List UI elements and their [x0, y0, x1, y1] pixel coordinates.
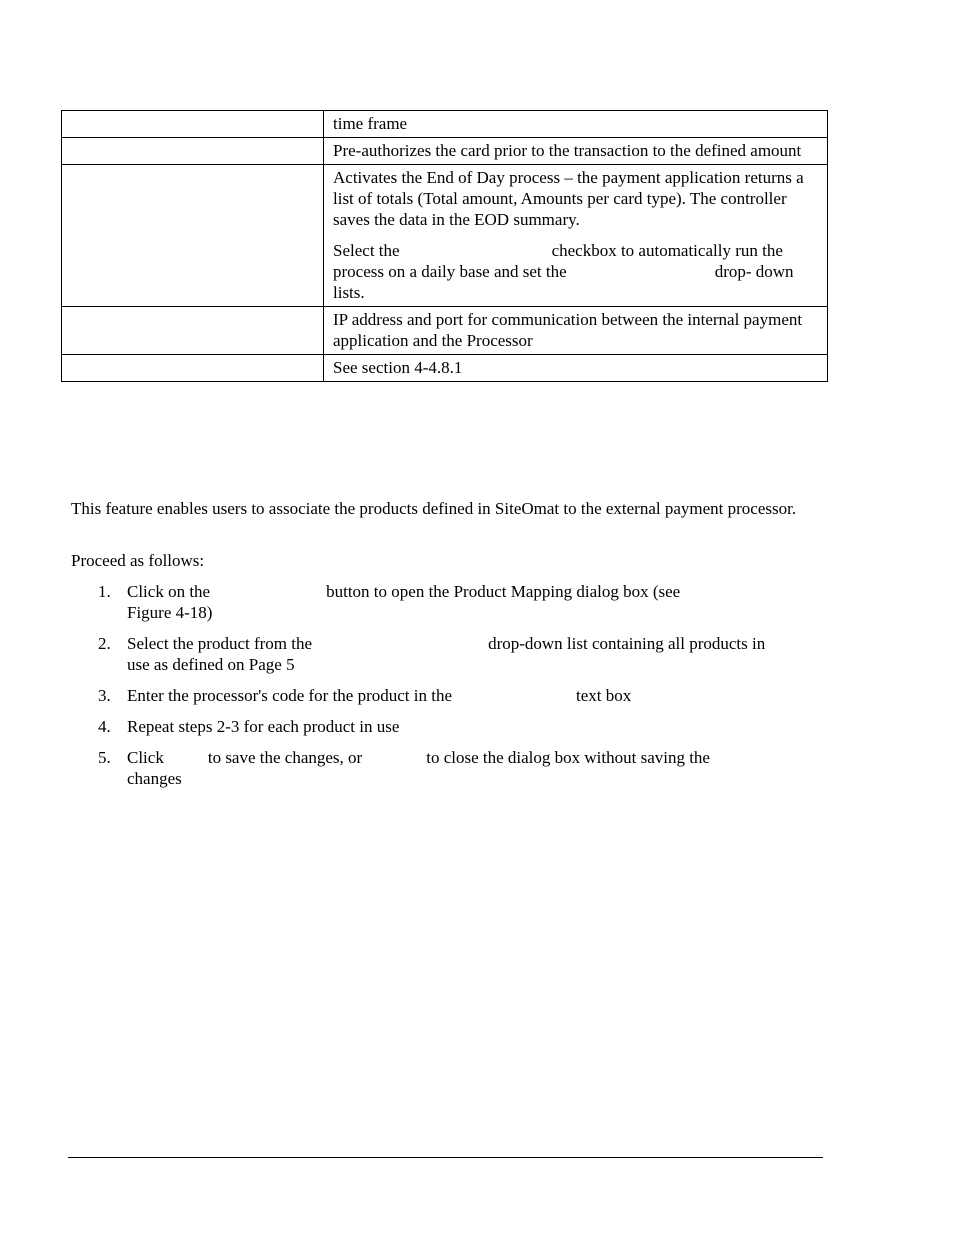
row-note [333, 240, 813, 303]
note-tail-b: down lists. [333, 262, 794, 302]
note-tail-a: drop- [714, 262, 752, 281]
table-row [62, 111, 828, 138]
step-number: 4. [98, 717, 111, 736]
list-item [71, 581, 816, 623]
step-text: Repeat steps 2-3 for each product in use [127, 717, 400, 736]
step-text: Enter the processor's code for the product in the [127, 686, 453, 705]
step-text: Figure 4-18) [127, 603, 213, 622]
table-cell-description [324, 307, 828, 355]
step-text: Click on the [127, 582, 211, 601]
table-cell-label [62, 111, 324, 138]
table-cell-label [62, 307, 324, 355]
step-number: 2. [98, 634, 111, 653]
list-item [71, 747, 816, 789]
step-text: use as defined on Page 5 [127, 655, 295, 674]
table-cell-label [62, 355, 324, 382]
table-cell-description [324, 111, 828, 138]
footer-rule [68, 1157, 823, 1158]
step-text: to save the changes, or [207, 748, 363, 767]
table-row [62, 355, 828, 382]
list-item [71, 716, 816, 737]
list-item [71, 685, 816, 706]
table-row [62, 307, 828, 355]
step-text: changes [127, 769, 182, 788]
step-number: 5. [98, 748, 111, 767]
feature-table [61, 110, 828, 382]
row-description: See section 4-4.8.1 [333, 358, 463, 377]
table-row [62, 165, 828, 307]
list-item [71, 633, 816, 675]
row-description: Activates the End of Day process – the payment application returns a list of totals (Total amount, Amounts per card type). The controller saves the data in the EOD summary. [333, 168, 804, 229]
row-description: time frame [333, 114, 408, 133]
table-cell-description [324, 165, 828, 307]
step-number: 3. [98, 686, 111, 705]
table-cell-description [324, 138, 828, 165]
step-number: 1. [98, 582, 111, 601]
row-description: IP address and port for communication between the internal payment application and the Processor [333, 310, 803, 350]
step-text: text box [576, 686, 632, 705]
row-description: Pre-authorizes the card prior to the transaction to the defined amount [333, 141, 802, 160]
table-row [62, 138, 828, 165]
step-text: button to open the Product Mapping dialog box (see [326, 582, 681, 601]
step-text: Click [127, 748, 164, 767]
note-mid: checkbox to automatically run the process on a daily base and set the [333, 241, 783, 281]
steps-list [71, 581, 816, 799]
step-text: Select the product from the [127, 634, 313, 653]
step-text: to close the dialog box without saving the [426, 748, 710, 767]
table-cell-description [324, 355, 828, 382]
proceed-label: Proceed as follows: [71, 551, 205, 570]
section-intro: This feature enables users to associate the products defined in SiteOmat to the external payment processor. [71, 499, 797, 518]
table-cell-label [62, 165, 324, 307]
table-cell-label [62, 138, 324, 165]
note-start: Select the [333, 241, 400, 260]
step-text: drop-down list containing all products in [488, 634, 766, 653]
